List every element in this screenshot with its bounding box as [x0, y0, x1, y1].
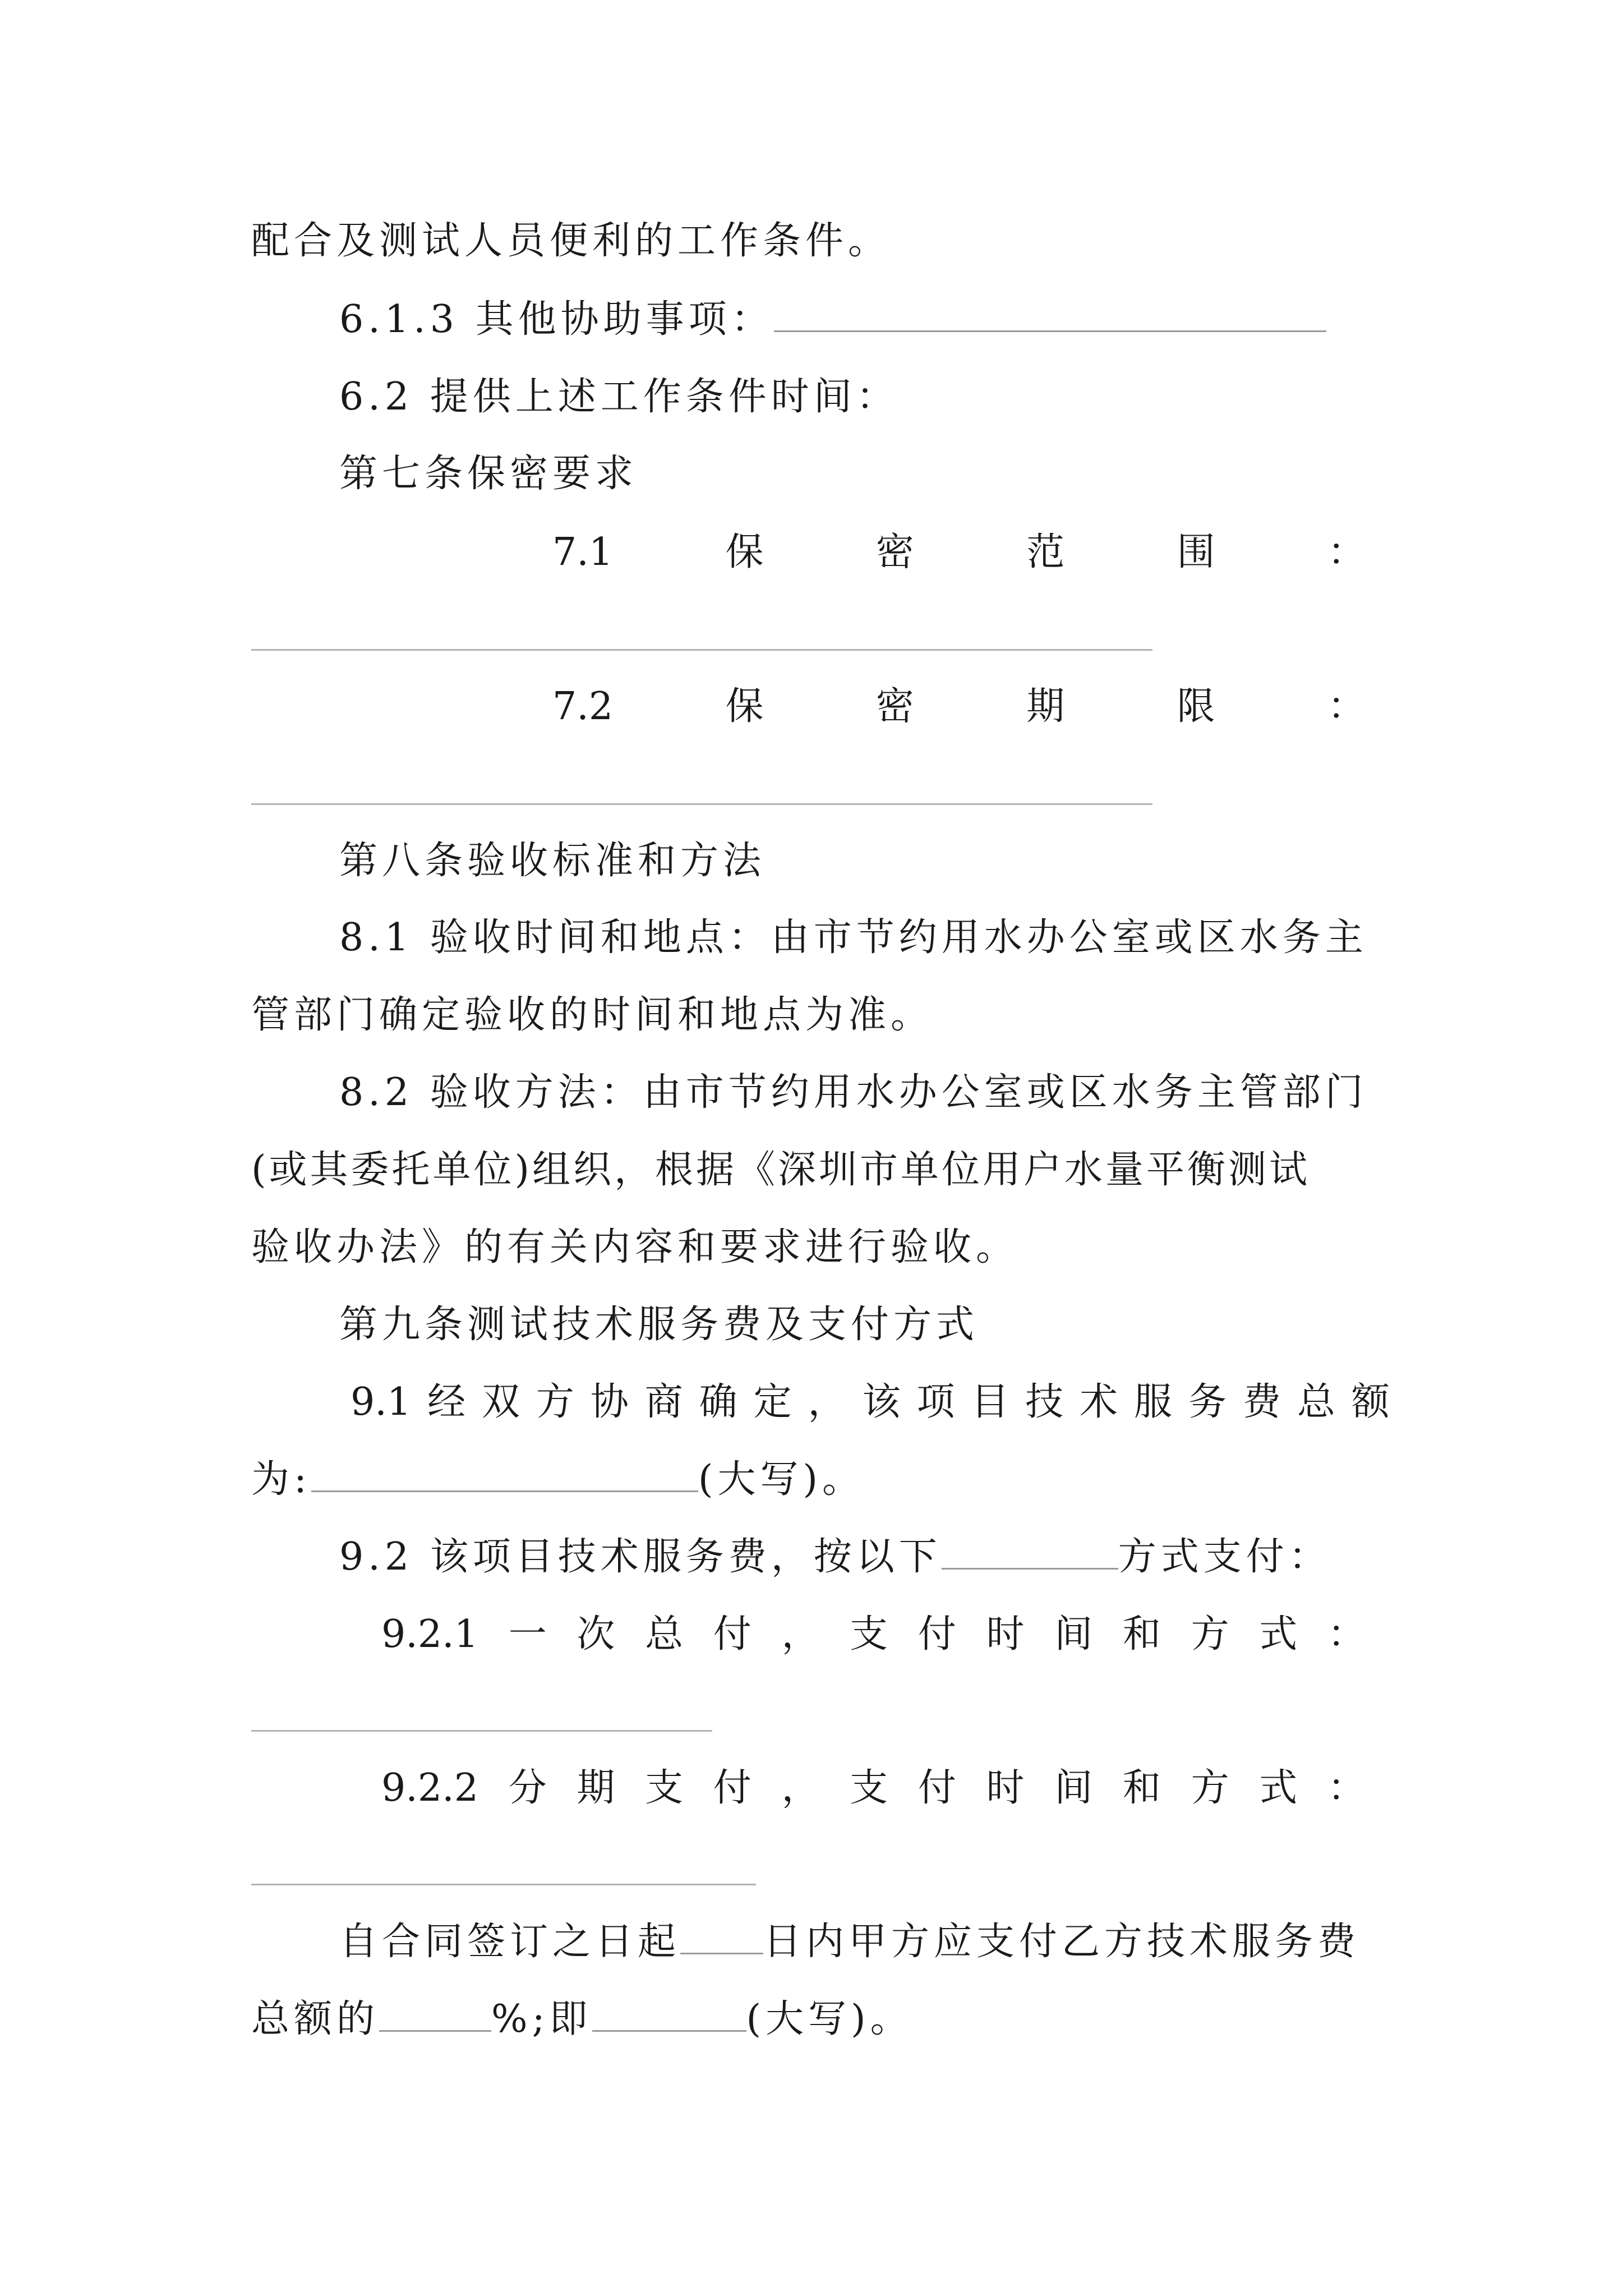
text-token: 付	[917, 1612, 956, 1657]
payment-method-label: 9.2 该项目技术服务费，按以下	[339, 1535, 942, 1579]
text-token: 定	[753, 1380, 792, 1424]
text-token: 方	[1191, 1766, 1229, 1810]
text-token: 一	[508, 1612, 547, 1657]
text-token: 9.1	[351, 1380, 412, 1424]
text-token: ：	[1327, 1612, 1366, 1657]
text-line-6-1-3	[339, 286, 1390, 353]
text-token: 围	[1177, 530, 1215, 574]
text-token: 该	[862, 1380, 901, 1424]
text-token: 目	[971, 1380, 1009, 1424]
fill-blank-amount[interactable]	[592, 1998, 746, 2032]
text-token: 总	[1297, 1380, 1335, 1424]
text-token: 项	[916, 1380, 955, 1424]
text-line-7-1-scope	[552, 519, 1366, 586]
text-line-9-1	[351, 1369, 1390, 1436]
text-token: 费	[1242, 1380, 1281, 1424]
text-token: 术	[1080, 1380, 1118, 1424]
text-token: ，	[808, 1380, 846, 1424]
text-token: 9.2.2	[381, 1766, 479, 1810]
fill-blank-lump-sum[interactable]	[251, 1730, 712, 1732]
text-token: 方	[536, 1380, 574, 1424]
text-token: 和	[1122, 1612, 1161, 1657]
text-token: 支	[645, 1766, 684, 1810]
fill-blank-total-amount[interactable]	[311, 1458, 698, 1492]
text-line-8-1-cont: 管部门确定验收的时间和地点为准。	[251, 993, 934, 1037]
text-token: ：	[1327, 530, 1366, 574]
fill-blank-payment-method[interactable]	[942, 1535, 1118, 1570]
text-token: ：	[1327, 1766, 1366, 1810]
text-token: 7.2	[552, 684, 614, 729]
text-token: 式	[1259, 1766, 1298, 1810]
text-token: 间	[1054, 1612, 1093, 1657]
text-token: 期	[1026, 684, 1065, 729]
text-token: 总	[645, 1612, 684, 1657]
text-token: 双	[481, 1380, 520, 1424]
text-token: 式	[1259, 1612, 1298, 1657]
text-token: 密	[875, 530, 914, 574]
text-token: 期	[577, 1766, 615, 1810]
text-token: ，	[781, 1612, 820, 1657]
text-token: 次	[577, 1612, 615, 1657]
installment-days-suffix: 日内甲方应支付乙方技术服务费	[763, 1920, 1361, 1964]
percent-label: 总额的	[251, 1997, 380, 2041]
text-token: 支	[850, 1766, 888, 1810]
text-token: 支	[850, 1612, 888, 1657]
text-token: 付	[713, 1766, 751, 1810]
text-token: 经	[427, 1380, 466, 1424]
capital-note: (大写)。	[698, 1457, 865, 1502]
fill-blank-confidential-period[interactable]	[251, 803, 1152, 805]
percent-suffix: %;即	[491, 1997, 592, 2041]
text-token: 服	[1134, 1380, 1173, 1424]
text-token: 间	[1054, 1766, 1093, 1810]
text-line-8-2: 8.2 验收方法：由市节约用水办公室或区水务主管部门	[339, 1070, 1368, 1115]
text-line-7-2-period	[552, 673, 1366, 740]
text-line-9-2	[339, 1524, 1390, 1591]
text-token: 时	[986, 1612, 1025, 1657]
text-line-8-2-cont-2: 验收办法》的有关内容和要求进行验收。	[251, 1225, 1019, 1269]
text-token: 时	[986, 1766, 1025, 1810]
text-token: 保	[725, 684, 764, 729]
text-token: 协	[590, 1380, 629, 1424]
fill-blank-days[interactable]	[680, 1920, 763, 1954]
heading-article-9: 第九条测试技术服务费及支付方式	[339, 1303, 979, 1347]
text-line-6-2: 6.2 提供上述工作条件时间：	[339, 375, 899, 419]
capital-note-2: (大写)。	[746, 1997, 913, 2041]
text-token: 技	[1025, 1380, 1064, 1424]
text-token: 商	[644, 1380, 683, 1424]
fill-blank-percent[interactable]	[379, 1998, 491, 2032]
total-amount-label: 为:	[251, 1457, 311, 1502]
text-token: 付	[713, 1612, 751, 1657]
text-line-8-2-cont-1: (或其委托单位)组织，根据《深圳市单位用户水量平衡测试	[251, 1148, 1311, 1192]
text-token: 和	[1122, 1766, 1161, 1810]
text-line-installment-2	[251, 1986, 1390, 2053]
text-token: 务	[1188, 1380, 1227, 1424]
text-token: 密	[875, 684, 914, 729]
text-token: 9.2.1	[381, 1612, 479, 1657]
text-line-9-2-2	[381, 1755, 1366, 1822]
text-token: 范	[1026, 530, 1065, 574]
text-token: 确	[699, 1380, 737, 1424]
payment-method-suffix: 方式支付：	[1118, 1535, 1331, 1579]
text-line-installment-1	[339, 1908, 1390, 1976]
text-token: 付	[917, 1766, 956, 1810]
text-token: 限	[1177, 684, 1215, 729]
text-token: ：	[1327, 684, 1366, 729]
text-token: ，	[781, 1766, 820, 1810]
text-token: 额	[1351, 1380, 1390, 1424]
heading-article-7: 第七条保密要求	[339, 452, 638, 496]
fill-blank-other-assistance[interactable]	[774, 298, 1326, 332]
text-line-8-1: 8.1 验收时间和地点：由市节约用水办公室或区水务主	[339, 915, 1368, 960]
text-line-9-1-cont	[251, 1446, 1390, 1513]
heading-article-8: 第八条验收标准和方法	[339, 839, 766, 883]
text-token: 7.1	[552, 530, 614, 574]
text-token: 保	[725, 530, 764, 574]
fill-blank-confidential-scope[interactable]	[251, 649, 1152, 651]
clause-6-1-3-label: 6.1.3 其他协助事项：	[339, 297, 774, 342]
text-token: 分	[508, 1766, 547, 1810]
installment-days-label: 自合同签订之日起	[339, 1920, 681, 1964]
text-token: 方	[1191, 1612, 1229, 1657]
text-line-work-conditions: 配合及测试人员便利的工作条件。	[251, 219, 891, 263]
text-line-9-2-1	[381, 1601, 1366, 1668]
fill-blank-installments[interactable]	[251, 1884, 756, 1885]
